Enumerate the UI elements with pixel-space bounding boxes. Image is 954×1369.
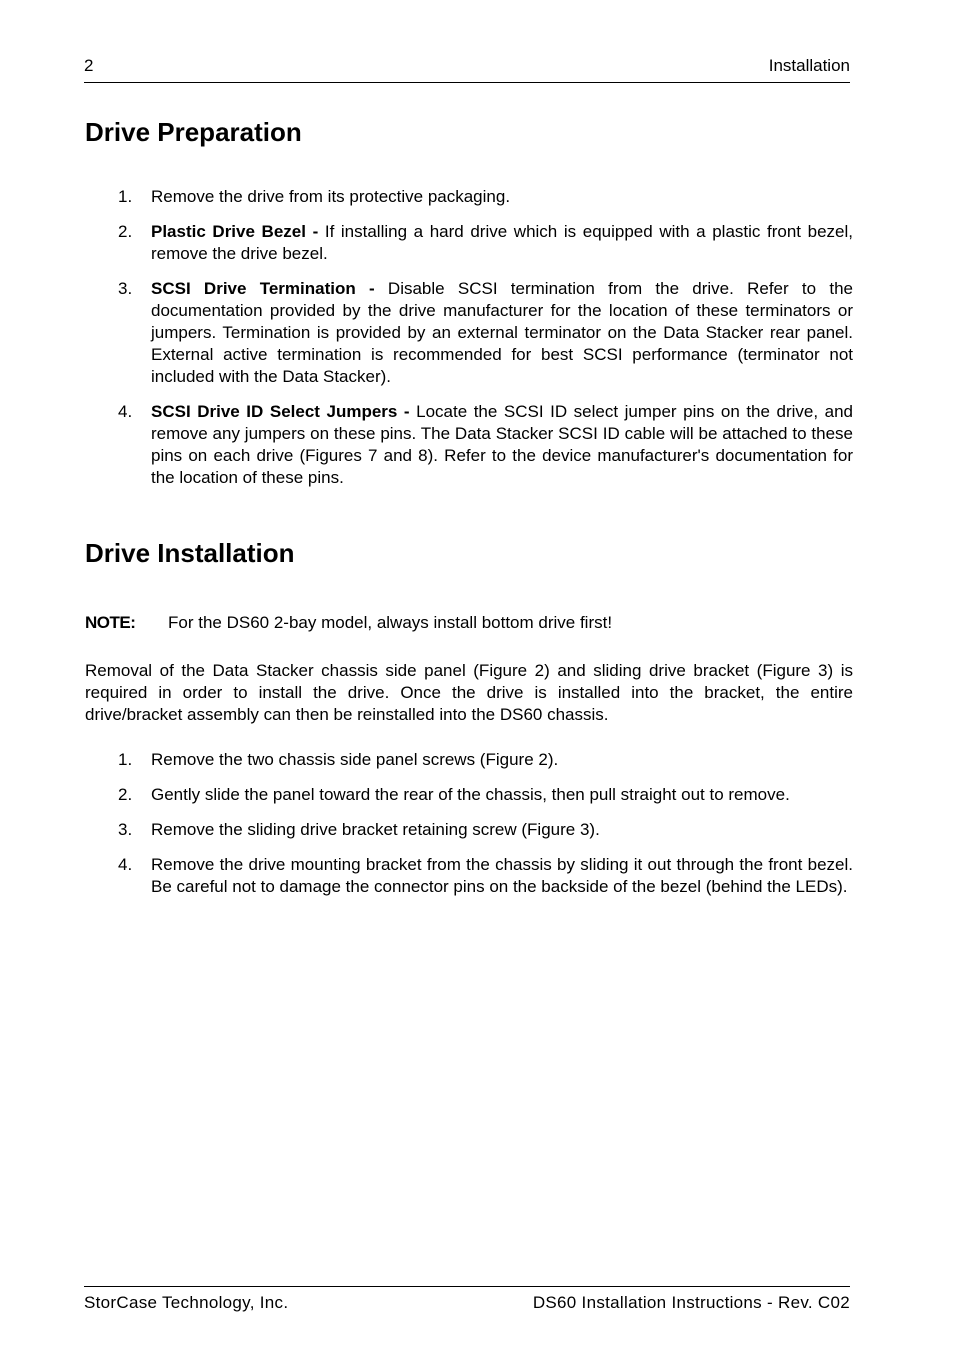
step-text: If installing a hard drive which is equipped with a plastic front bezel, remove the drive bezel. <box>151 222 853 263</box>
page-number: 2 <box>84 56 94 75</box>
page-header <box>84 56 850 83</box>
step-lead: SCSI Drive ID Select Jumpers - <box>151 402 410 421</box>
drive-preparation-steps <box>85 186 853 502</box>
step-text: Remove the two chassis side panel screws (Figure 2). <box>151 750 559 769</box>
header-section-name: Installation <box>768 56 850 75</box>
drive-installation-steps <box>85 749 853 911</box>
step-text: Gently slide the panel toward the rear of the chassis, then pull straight out to remove. <box>151 785 790 804</box>
step-number: 3. <box>118 279 133 298</box>
list-item <box>85 221 853 265</box>
list-item <box>85 401 853 489</box>
drive-preparation-heading: Drive Preparation <box>85 117 302 147</box>
list-item <box>85 186 853 208</box>
note-text: For the DS60 2-bay model, always install bottom drive first! <box>168 613 613 632</box>
step-text: Remove the drive mounting bracket from the chassis by sliding it out through the front bezel. Be careful not to damage the connector pins on the backside of the bezel (behind the LEDs). <box>151 855 853 896</box>
step-number: 3. <box>118 820 133 839</box>
list-item <box>85 278 853 388</box>
note-label: NOTE: <box>85 613 136 632</box>
note <box>85 612 612 634</box>
step-number: 4. <box>118 855 133 874</box>
page-footer <box>84 1286 850 1312</box>
list-item <box>85 784 853 806</box>
step-number: 2. <box>118 222 133 241</box>
list-item <box>85 819 853 841</box>
step-text: Remove the sliding drive bracket retaining screw (Figure 3). <box>151 820 600 839</box>
step-text: Remove the drive from its protective packaging. <box>151 187 511 206</box>
installation-intro-paragraph: Removal of the Data Stacker chassis side panel (Figure 2) and sliding drive bracket (Figure 3) is required in order to install the drive. Once the drive is installed into the bracket, the entire drive/bracket assembly can then be reinstalled into the DS60 chassis. <box>85 661 853 724</box>
step-number: 1. <box>118 187 133 206</box>
step-number: 2. <box>118 785 133 804</box>
list-item <box>85 854 853 898</box>
step-text: Locate the SCSI ID select jumper pins on the drive, and remove any jumpers on these pins. The Data Stacker SCSI ID cable will be attached to these pins on each drive (Figures 7 and 8). Refer to the device manufacturer's documentation for the location of these pins. <box>151 402 853 487</box>
step-lead: SCSI Drive Termination - <box>151 279 375 298</box>
step-lead: Plastic Drive Bezel - <box>151 222 319 241</box>
drive-installation-heading: Drive Installation <box>85 538 295 568</box>
step-number: 4. <box>118 402 133 421</box>
list-item <box>85 749 853 771</box>
footer-company: StorCase Technology, Inc. <box>84 1293 289 1312</box>
footer-document-title: DS60 Installation Instructions - Rev. C02 <box>532 1293 850 1312</box>
step-number: 1. <box>118 750 133 769</box>
step-text: Disable SCSI termination from the drive. Refer to the documentation provided by the drive manufacturer for the location of these terminators or jumpers. Termination is provided by an external terminator on the Data Stacker rear panel. External active termination is recommended for best SCSI performance (terminator not included with the Data Stacker). <box>151 279 853 386</box>
